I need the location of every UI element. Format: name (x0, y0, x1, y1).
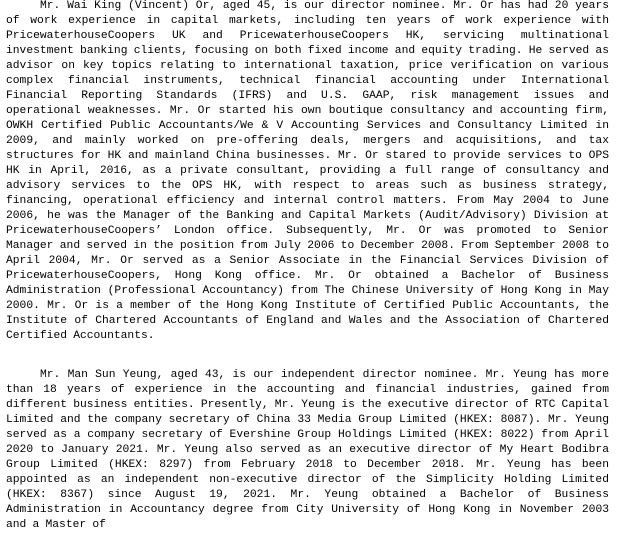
paragraph-text: Mr. Man Sun Yeung, aged 43, is our independent director nominee. Mr. Yeung has more than 18 years of experience in the accounting and financial industries, gained from different business entities. Presently, Mr. Yeung is the executive director of RTC Capital Limited and the company secretary of China 33 Media Group Limited (HKEX: 8087). Mr. Yeung served as a company secretary of Evershine Group Holdings Limited (HKEX: 8022) from April 2020 to January 2021. Mr. Yeung also served as an executive director of My Heart Bodibra Group Limited (HKEX: 8297) from February 2018 to December 2018. Mr. Yeung has been appointed as an independent non-executive director of the Simplicity Holding Limited (HKEX: 8367) since August 19, 2021. Mr. Yeung obtained a Bachelor of Business Administration in Accountancy degree from City University of Hong Kong in November 2003 and a Master of (6, 369, 609, 532)
paragraph-director-nominee-or (6, 0, 609, 344)
paragraph-director-nominee-yeung (6, 368, 609, 533)
paragraph-text: Mr. Wai King (Vincent) Or, aged 45, is our director nominee. Mr. Or has had 20 years of work experience in capital markets, including ten years of work experience with PricewaterhouseCoopers UK and PricewaterhouseCoopers HK, servicing multinational investment banking clients, focusing on both fixed income and equity trading. He served as advisor on key topics relating to international taxation, price verification on various complex financial instruments, technical financial accounting under International Financial Reporting Standards (IFRS) and U.S. GAAP, risk management issues and operational weaknesses. Mr. Or started his own boutique consultancy and accounting firm, OWKH Certified Public Accountants/We & V Accounting Services and Consultancy Limited in 2009, and mainly worked on pre-offering deals, mergers and acquisitions, and tax structures for HK and mainland China businesses. Mr. Or stared to provide services to OPS HK in April, 2016, as a private consultant, providing a full range of consultancy and advisory services to the OPS HK, with respect to areas such as business strategy, financing, operational efficiency and internal control matters. From May 2004 to June 2006, he was the Manager of the Banking and Capital Markets (Audit/Advisory) Division at PricewaterhouseCoopers’ London office. Subsequently, Mr. Or was promoted to Senior Manager and served in the position from July 2006 to December 2008. From September 2008 to April 2004, Mr. Or served as a Senior Associate in the Financial Services Division of PricewaterhouseCoopers, Hong Kong office. Mr. Or obtained a Bachelor of Business Administration (Professional Accountancy) from The Chinese University of Hong Kong in May 2000. Mr. Or is a member of the Hong Kong Institute of Certified Public Accountants, the Institute of Chartered Accountants of England and Wales and the Association of Chartered Certified Accountants. (6, 0, 609, 343)
